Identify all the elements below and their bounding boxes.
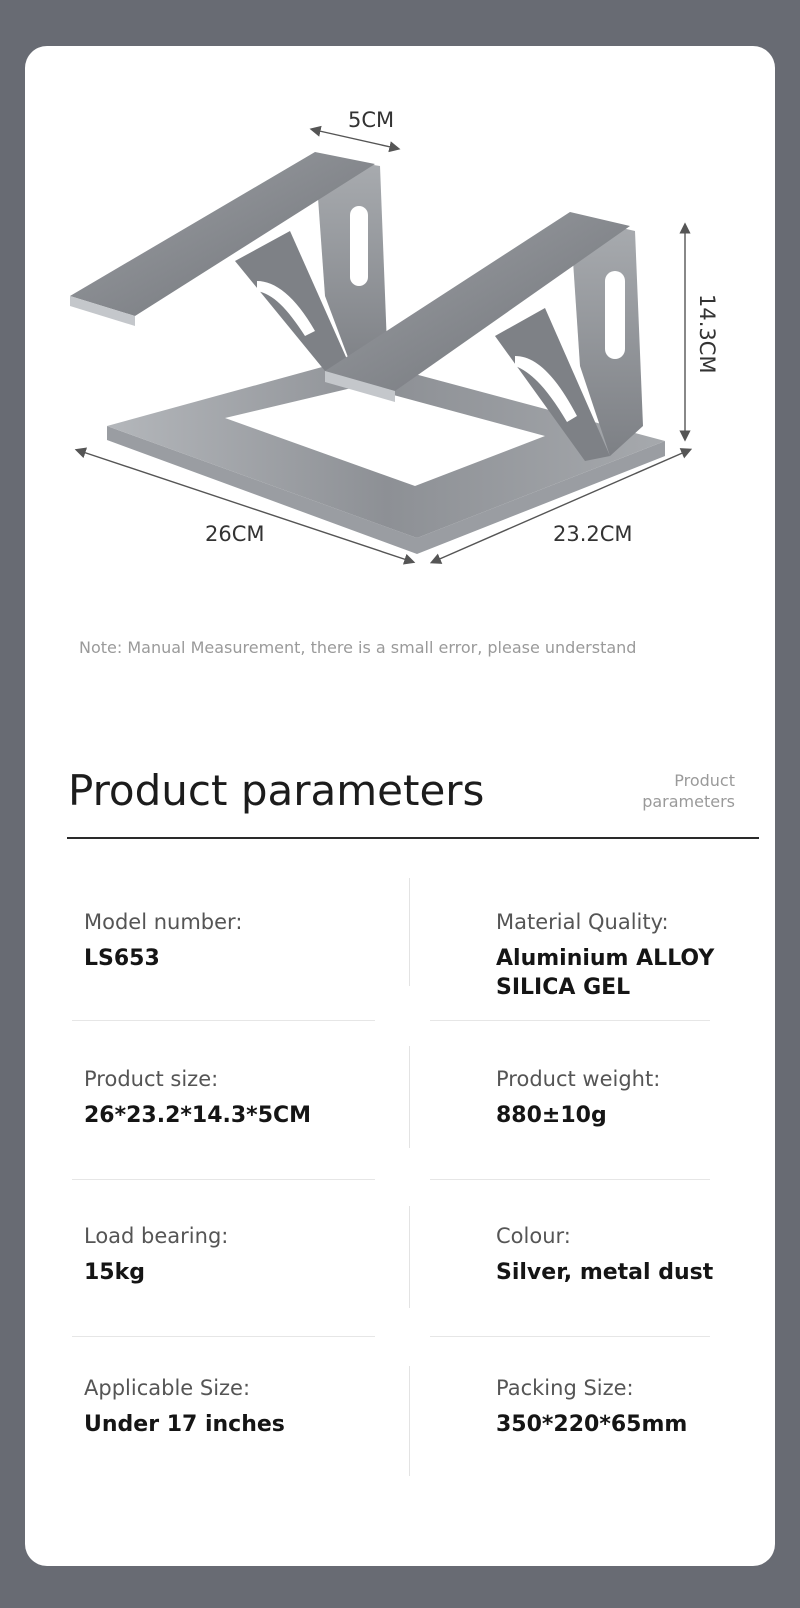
param-label: Packing Size: — [496, 1376, 634, 1400]
row-divider — [430, 1336, 710, 1337]
column-divider — [409, 878, 410, 986]
param-product-weight — [496, 1067, 660, 1130]
param-model-number — [84, 910, 242, 973]
row-divider — [430, 1179, 710, 1180]
measurement-note: Note: Manual Measurement, there is a small error, please understand — [79, 638, 637, 657]
param-colour — [496, 1224, 713, 1287]
param-material — [496, 910, 714, 1002]
height-label: 14.3CM — [695, 294, 719, 374]
param-label: Product size: — [84, 1067, 219, 1091]
param-label: Material Quality: — [496, 910, 669, 934]
depth-label: 23.2CM — [553, 522, 633, 546]
param-label: Product weight: — [496, 1067, 661, 1091]
section-title: Product parameters — [68, 766, 485, 815]
section-subtitle — [595, 770, 735, 812]
top-width-label: 5CM — [348, 108, 395, 132]
right-arm-slot — [605, 271, 625, 359]
section-subtitle-text: Product parameters — [642, 771, 735, 811]
param-label: Colour: — [496, 1224, 571, 1248]
product-card — [25, 46, 775, 1566]
param-value: Silver, metal dust — [496, 1260, 714, 1285]
title-divider — [67, 837, 759, 839]
row-divider — [72, 1179, 375, 1180]
row-divider — [72, 1020, 375, 1021]
param-applicable-size — [84, 1376, 285, 1439]
param-value: LS653 — [84, 946, 160, 971]
param-label: Applicable Size: — [84, 1376, 251, 1400]
param-product-size — [84, 1067, 311, 1130]
left-arm-slot — [350, 206, 368, 286]
column-divider — [409, 1046, 410, 1148]
param-value: 15kg — [84, 1260, 145, 1285]
row-divider — [72, 1336, 375, 1337]
column-divider — [409, 1366, 410, 1476]
param-value: 350*220*65mm — [496, 1412, 688, 1437]
param-value: 26*23.2*14.3*5CM — [84, 1103, 312, 1128]
param-load-bearing — [84, 1224, 228, 1287]
laptop-stand-illustration — [25, 46, 775, 646]
param-value: Aluminium ALLOY SILICA GEL — [496, 946, 715, 1000]
param-label: Load bearing: — [84, 1224, 229, 1248]
length-label: 26CM — [205, 522, 265, 546]
param-value: Under 17 inches — [84, 1412, 285, 1437]
param-label: Model number: — [84, 910, 243, 934]
top-width-arrow — [315, 130, 395, 148]
param-value: 880±10g — [496, 1103, 607, 1128]
param-packing-size — [496, 1376, 687, 1439]
row-divider — [430, 1020, 710, 1021]
column-divider — [409, 1206, 410, 1308]
